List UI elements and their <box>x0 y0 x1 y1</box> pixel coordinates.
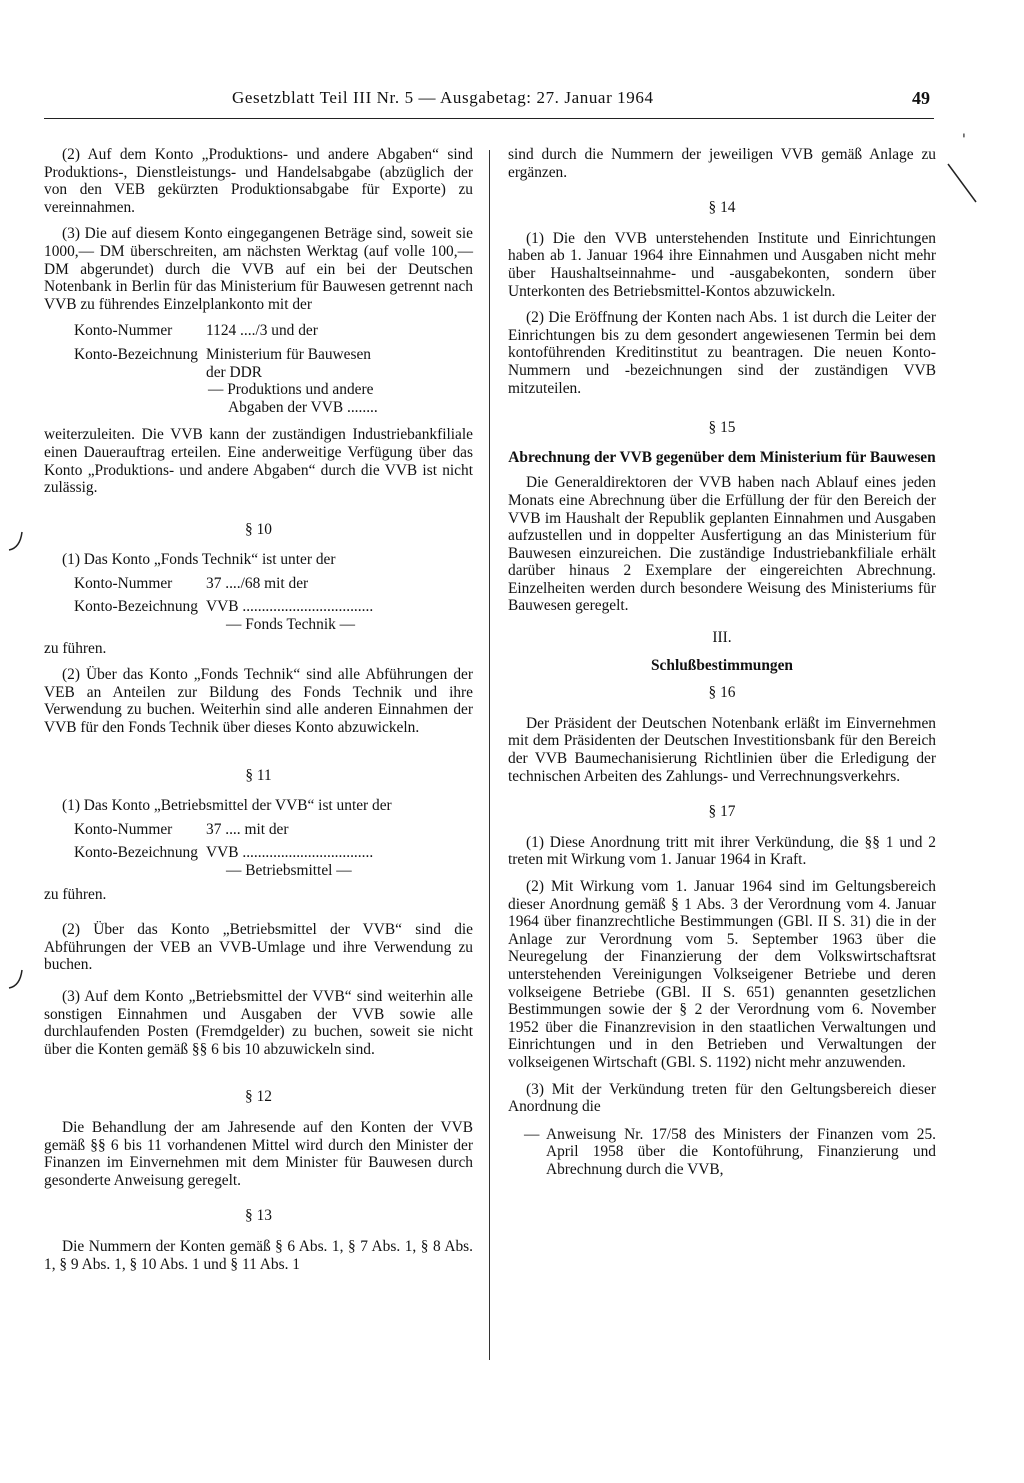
konto-nummer-label: Konto-Nummer <box>74 820 173 838</box>
konto-bezeichnung-row <box>44 346 473 416</box>
paragraph: (1) Das Konto „Fonds Technik“ ist unter der <box>62 551 336 569</box>
konto-nummer-value: 37 .... mit der <box>206 820 289 838</box>
bez-line: Abgaben der VVB ........ <box>228 398 378 416</box>
paragraph: weiterzuleiten. Die VVB kann der zuständigen Industriebankfiliale einen Dauerauftrag erteilen. Eine anderweitige Verfügung über das Konto „Produktions- und andere Abgaben“ durch die VVB ist nicht zulässig. <box>44 426 473 497</box>
paragraph: (1) Das Konto „Betriebsmittel der VVB“ ist unter der <box>62 797 392 815</box>
bez-line: VVB .................................. <box>206 844 374 862</box>
left-column <box>44 146 473 1282</box>
konto-bezeichnung-label: Konto-Bezeichnung <box>74 844 198 862</box>
scan-mark-hook <box>6 968 26 992</box>
paragraph: (2) Die Eröffnung der Konten nach Abs. 1 ist durch die Leiter der Einrichtungen bis zu dem gesondert angewiesenen Termin bei dem kontoführenden Kreditinstitut zu beantragen. Die neuen Konto-Nummern und -bezeichnungen sind der zuständigen VVB mitzuteilen. <box>508 309 936 397</box>
list-item-text: Anweisung Nr. 17/58 des Ministers der Finanzen vom 25. April 1958 über die Kontoführung, Finanzierung und Abrechnung durch die VVB, <box>546 1125 936 1178</box>
konto-bezeichnung-value <box>206 346 473 416</box>
konto-nummer-label: Konto-Nummer <box>74 574 173 592</box>
paragraph: sind durch die Nummern der jeweiligen VVB gemäß Anlage zu ergänzen. <box>508 146 936 181</box>
konto-bezeichnung-value <box>206 844 473 879</box>
section-heading: § 15 <box>708 419 736 437</box>
konto-bezeichnung-label: Konto-Bezeichnung <box>74 598 198 616</box>
section-heading: § 12 <box>245 1088 272 1106</box>
bez-line: VVB .................................. <box>206 598 374 616</box>
konto-nummer-row <box>44 821 473 839</box>
bez-line: Ministerium für Bauwesen <box>206 345 371 363</box>
bez-line: — Produktions und andere <box>208 381 374 399</box>
page-header <box>44 88 934 119</box>
right-column <box>508 146 936 1179</box>
paragraph: (3) Mit der Verkündung treten für den Geltungsbereich dieser Anordnung die <box>508 1080 936 1116</box>
paragraph: (3) Die auf diesem Konto eingegangenen Beträge sind, soweit sie 1000,— DM überschreiten, am nächsten Werktag (auf volle 100,— DM abgerundet) durch die VVB auf ein bei der Deutschen Notenbank in Berlin für das Ministerium für Bauwesen getrennt nach VVB zu führendes Einzelplankonto mit der <box>44 225 473 313</box>
scan-mark-slash <box>944 160 980 206</box>
paragraph: Der Präsident der Deutschen Notenbank erläßt im Einvernehmen mit dem Präsidenten der Deutschen Investitionsbank für den Bereich der VVB Baumechanisierung Richtlinien über die Erledigung der technischen Arbeiten des Zahlungs- und Verrechnungsverkehrs. <box>508 714 936 785</box>
paragraph: (1) Diese Anordnung tritt mit ihrer Verkündung, die §§ 1 und 2 treten mit Wirkung vom 1. Januar 1964 in Kraft. <box>508 833 936 869</box>
page-number: 49 <box>912 88 930 108</box>
paragraph: (2) Über das Konto „Fonds Technik“ sind alle Abführungen der VEB an Anteilen zur Bildung des Fonds Technik und ihre Verwendung zu buchen. Weiterhin sind alle anderen Einnahmen der VVB für den Fonds Technik über dieses Konto abzuwickeln. <box>44 666 473 737</box>
paragraph: Die Nummern der Konten gemäß § 6 Abs. 1, § 7 Abs. 1, § 8 Abs. 1, § 9 Abs. 1, § 10 Abs. 1 und § 11 Abs. 1 <box>44 1237 473 1273</box>
konto-nummer-value: 1124 ..../3 und der <box>206 322 318 340</box>
paragraph: Die Behandlung der am Jahresende auf den Konten der VVB gemäß §§ 6 bis 11 vorhandenen Mittel wird durch den Minister der Finanzen im Einvernehmen mit dem Minister für Bauwesen durch gesonderte Anweisung geregelt. <box>44 1118 473 1189</box>
dash-marker: — <box>524 1125 540 1143</box>
konto-nummer-value: 37 ..../68 mit der <box>206 574 309 592</box>
column-divider <box>489 150 490 1360</box>
section-heading: § 17 <box>708 803 736 821</box>
section-heading: § 10 <box>245 520 272 538</box>
section-heading: § 11 <box>245 766 272 784</box>
paragraph: (2) Über das Konto „Betriebsmittel der VVB“ sind die Abführungen der VEB an VVB-Umlage und ihre Verwendung zu buchen. <box>44 921 473 974</box>
scan-mark: ' <box>962 132 966 148</box>
scan-mark-hook <box>6 530 26 554</box>
paragraph: (3) Auf dem Konto „Betriebsmittel der VVB“ sind weiterhin alle sonstigen Einnahmen und Ausgaben der VVB sowie alle durchlaufenden Posten (Fremdgelder) zu buchen, soweit sie nicht über die Konten gemäß §§ 6 bis 10 abzuwickeln sind. <box>44 987 473 1058</box>
section-title: Abrechnung der VVB gegenüber dem Ministerium für Bauwesen <box>508 448 936 466</box>
paragraph: (2) Mit Wirkung vom 1. Januar 1964 sind im Geltungsbereich dieser Anordnung gemäß § 1 Abs. 3 der Verordnung vom 4. Januar 1964 über finanzrechtliche Bestimmungen (GBl. II S. 31) die in der Anlage zur Verordnung vom 5. September 1963 über die Neuregelung der Finanzierung der dem Volkswirtschaftsrat unterstehenden Vereinigungen Volkseigener Betriebe und deren volkseigene Betriebe (GBl. II S. 651) genannten gesetzlichen Bestimmungen sowie der § 2 der Verordnung vom 6. November 1952 über die Finanzrevision in den staatlichen Verwaltungen und Einrichtungen und in den Betrieben und Verwaltungen der volkseigenen Wirtschaft (GBl. S. 1192) nicht mehr anzuwenden. <box>508 878 936 1071</box>
konto-nummer-row <box>44 575 473 593</box>
bez-line: — Fonds Technik — <box>226 616 356 634</box>
paragraph: zu führen. <box>44 639 107 657</box>
konto-bezeichnung-label: Konto-Bezeichnung <box>74 345 198 363</box>
konto-bezeichnung-value <box>206 598 473 633</box>
part-title: Schlußbestimmungen <box>651 656 793 674</box>
bez-line: der DDR <box>206 363 262 381</box>
konto-bezeichnung-row <box>44 598 473 633</box>
paragraph: (2) Auf dem Konto „Produktions- und andere Abgaben“ sind Produktions-, Dienstleistungs- und Handelsabgabe (abzüglich der von den VEB gekürzten Produktionsabgabe für Exporte) zu vereinnahmen. <box>44 146 473 216</box>
bez-line: — Betriebsmittel — <box>226 862 352 879</box>
paragraph: Die Generaldirektoren der VVB haben nach Ablauf eines jeden Monats eine Abrechnung über die Erfüllung der für den Bereich der VVB im Haushalt der Republik geplanten Einnahmen und Ausgaben aufzustellen und in doppelter Ausfertigung an das Ministerium für Bauwesen einzureichen. Die zuständige Industriebankfiliale erhält darüber hinaus 2 Exemplare der eingereichten Abrechnung. Einzelheiten werden durch besondere Weisung des Ministeriums für Bauwesen geregelt. <box>508 474 936 615</box>
section-heading: § 16 <box>708 684 736 702</box>
section-heading: § 13 <box>245 1207 272 1225</box>
part-number: III. <box>712 629 732 647</box>
konto-bezeichnung-row <box>44 844 473 879</box>
paragraph: (1) Die den VVB unterstehenden Institute und Einrichtungen haben ab 1. Januar 1964 ihre Einnahmen und Ausgaben nicht mehr über Haushaltseinnahme- und -ausgabekonten, sondern über Unterkonten des Betriebsmittel-Kontos abzuwickeln. <box>508 229 936 300</box>
paragraph: zu führen. <box>44 885 107 903</box>
header-title: Gesetzblatt Teil III Nr. 5 — Ausgabetag: 27. Januar 1964 <box>232 88 654 107</box>
list-item <box>524 1126 936 1179</box>
konto-nummer-label: Konto-Nummer <box>74 322 173 340</box>
konto-nummer-row <box>44 322 473 340</box>
section-heading: § 14 <box>708 199 736 217</box>
